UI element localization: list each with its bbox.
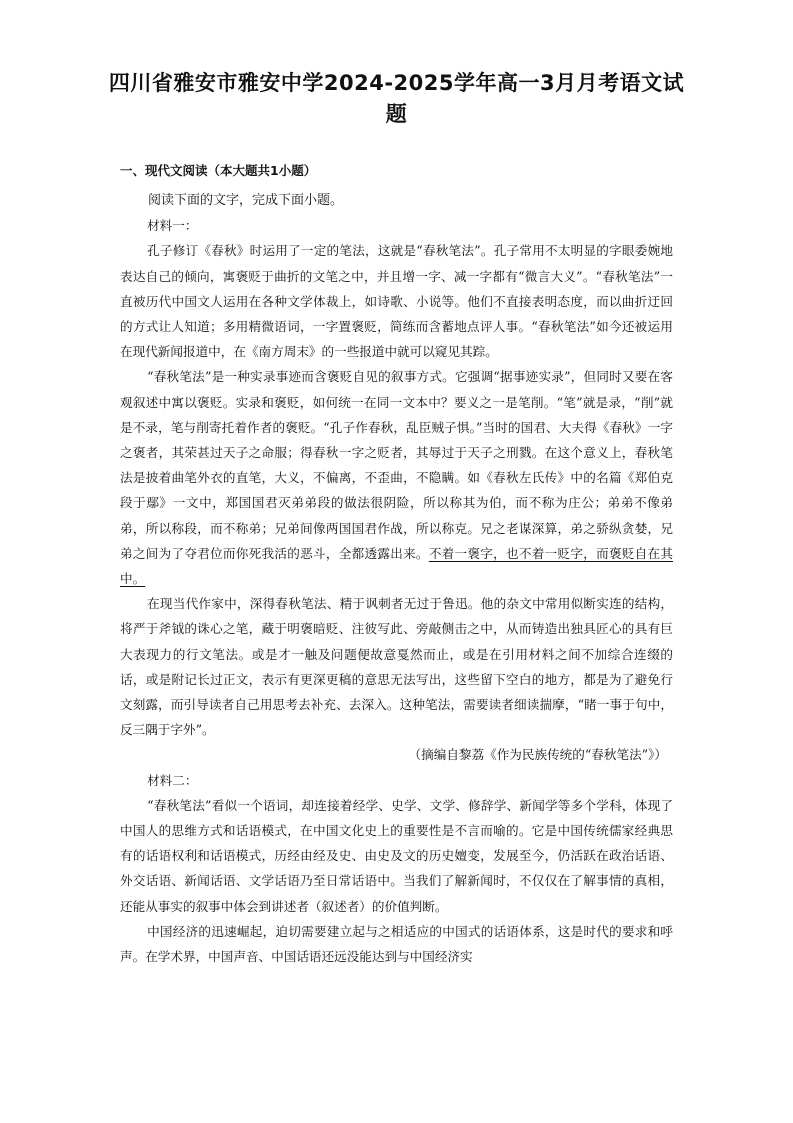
instruction-text: 阅读下面的文字，完成下面小题。: [147, 193, 343, 208]
material1-paragraph-2: [120, 364, 673, 591]
material2-paragraph-2: 中国经济的迅速崛起，迫切需要建立起与之相适应的中国式的话语体系，这是时代的要求和呼声。在学术界，中国声音、中国话语还远没能达到与中国经济实: [120, 923, 673, 965]
material1-paragraph-1: 孔子修订《春秋》时运用了一定的笔法，这就是“春秋笔法”。孔子常用不太明显的字眼委婉地表达自己的倾向，寓褒贬于曲折的文笔之中，并且增一字、减一字都有“微言大义”。“春秋笔法”一直被历代中国文人运用在各种文学体裁上，如诗歌、小说等。他们不直接表明态度，而以曲折迂回的方式让人知道；多用精微语词，一字置褒贬，简练而含蓄地点评人事。“春秋笔法”如今还被运用在现代新闻报道中，在《南方周末》的一些报道中就可以窥见其踪。: [120, 243, 673, 360]
material2-paragraph-1: “春秋笔法”看似一个语词，却连接着经学、史学、文学、修辞学、新闻学等多个学科，体现了中国人的思维方式和话语模式，在中国文化史上的重要性是不言而喻的。它是中国传统儒家经典思有的话语权利和话语模式，历经由经及史、由史及文的历史嬗变，发展至今，仍活跃在政治话语、外交话语、新闻话语、文学话语乃至日常话语中。当我们了解新闻时，不仅仅在了解事情的真相，还能从事实的叙事中体会到讲述者（叙述者）的价值判断。: [120, 797, 673, 914]
material1-paragraph-3: 在现当代作家中，深得春秋笔法、精于讽刺者无过于鲁迅。他的杂文中常用似断实连的结构，将严于斧钺的诛心之笔，藏于明褒暗贬、注彼写此、旁敲侧击之中，从而铸造出独具匠心的具有巨大表现力的行文笔法。或是才一触及问题便故意戛然而止，或是在引用材料之间不加综合连缀的话，或是附记长过正文，表示有更深更稿的意思无法写出，这些留下空白的地方，都是为了避免行文刻露，而引导读者自己用思考去补充、去深入。这种笔法，需要读者细读揣摩，“睹一事于句中，反三隅于字外”。: [120, 596, 673, 738]
material1-label: 材料一：: [147, 218, 198, 234]
document-title: 四川省雅安市雅安中学2024-2025学年高一3月月考语文试题: [108, 71, 685, 126]
material1-paragraph-2-text: “春秋笔法”是一种实录事迹而含褒贬自见的叙事方式。它强调“据事迹实录”，但同时又要在客观叙述中寓以褒贬。实录和褒贬，如何统一在同一文本中？要义之一是笔削。“笔”就是录，“削”就是不录，笔与削寄托着作者的褒贬。“孔子作春秋，乱臣贼子惧。”当时的国君、大夫得《春秋》一字之褒者，其荣甚过天子之命服；得春秋一字之贬者，其辱过于天子之刑戮。在这个意义上，春秋笔法是披着曲笔外衣的直笔，大义，不偏离，不歪曲，不隐瞒。如《春秋左氏传》中的名篇《郑伯克段于鄢》一文中，郑国国君灭弟弟段的做法很阴险，所以称其为伯，而不称为庄公；弟弟不像弟弟，所以称段，而不称弟；兄弟间像两国国君作战，所以称克。兄之老谋深算，弟之骄纵贪婪，兄弟之间为了夺君位而你死我活的恶斗，全都透露出来。: [120, 369, 673, 561]
reading-passage: [120, 188, 673, 969]
material1-source: （摘编自黎荔《作为民族传统的“春秋笔法”》）: [408, 747, 667, 763]
section-heading: 一、现代文阅读（本大题共1小题）: [120, 163, 317, 178]
underlined-sentence: 不着一褒字，也不着一贬字，而褒贬自在其中。: [120, 545, 674, 587]
material2-label: 材料二：: [147, 772, 198, 788]
